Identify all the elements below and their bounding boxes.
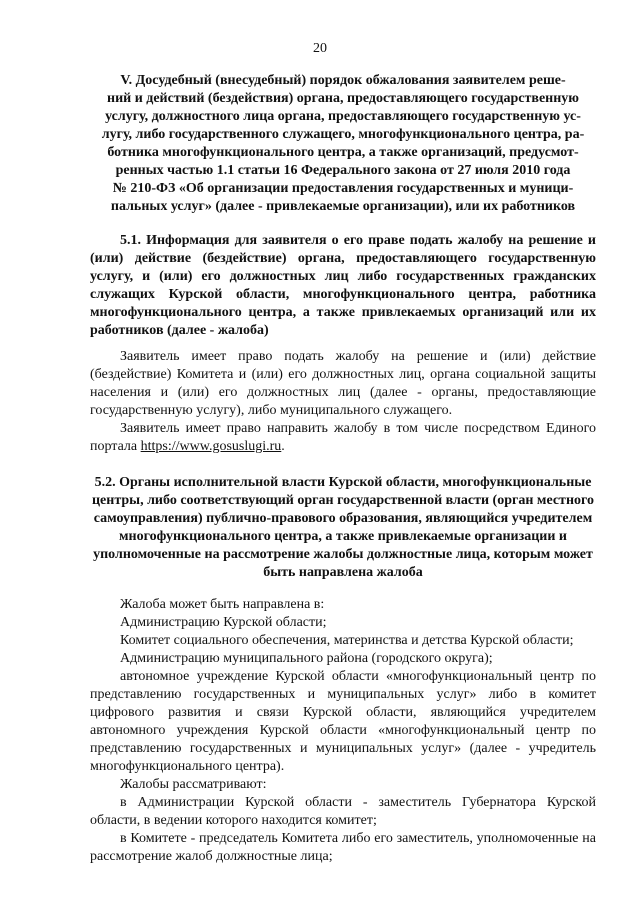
portal-text: Заявитель имеет право направить жалобу в том числе посредством Единого портала <box>90 421 596 454</box>
gosuslugi-link[interactable]: https://www.gosuslugi.ru <box>140 439 282 454</box>
list-item: в Комитете - председатель Комитета либо его заместитель, уполномоченные на рассмотрение жалоб должностные лица; <box>90 831 596 864</box>
list-item: Администрацию Курской области; <box>120 615 327 630</box>
section-5-2-title: 5.2. Органы исполнительной власти Курской области, многофункциональные центры, либо соответствующий орган государственной власти (орган местного самоуправления) публично-правового образования, являющийся учредителем многофункционального центра, а также привлекаемые организации и уполномоченные на рассмотрение жалобы должностные лица, которым может быть направлена жалоба <box>91 475 595 580</box>
section-5-1-title: 5.1. Информация для заявителя о его праве подать жалобу на решение и (или) действие (бездействие) органа, предоставляющего государственную услугу, и (или) его должностных лиц либо государственных гражданских служащих Курской области, многофункционального центра, работника многофункционального центра, а также привлекаемых организаций или их работников (далее - жалоба) <box>90 233 596 338</box>
section-5-2-list <box>90 596 596 866</box>
section-5-1-paragraph: Заявитель имеет право подать жалобу на решение и (или) действие (бездействие) Комитета и (или) его должностных лиц, органа социальной защиты населения и (или) его должностных лиц (далее - органы, предоставляющие государственную услугу), либо муниципального служащего. <box>90 349 596 418</box>
portal-period: . <box>281 439 285 454</box>
list-item: Комитет социального обеспечения, материнства и детства Курской области; <box>120 633 574 648</box>
list-item: Администрацию муниципального района (городского округа); <box>120 651 493 666</box>
section-v-line: № 210-ФЗ «Об организации предоставления государственных и муници- <box>112 181 574 196</box>
page-number: 20 <box>313 41 327 56</box>
section-5-1-paragraph-portal <box>90 420 596 456</box>
section-v-line: ботника многофункционального центра, а также организаций, предусмот- <box>107 145 579 160</box>
section-v-line: услугу, должностного лица органа, предоставляющего государственную ус- <box>105 109 581 124</box>
list-item: Жалоба может быть направлена в: <box>120 597 325 612</box>
list-item: автономное учреждение Курской области «многофункциональный центр по представлению государственных и муниципальных услуг» либо в комитет цифрового развития и связи Курской области, являющийся учредителем автономного учреждения Курской области «многофункциональный центр по представлению государственных и муниципальных услуг» (далее - учредитель многофункционального центра). <box>90 669 596 774</box>
list-item: Жалобы рассматривают: <box>120 777 267 792</box>
section-v-line: V. Досудебный (внесудебный) порядок обжалования заявителем реше- <box>120 73 566 88</box>
section-v-line: ний и действий (бездействия) органа, предоставляющего государственную <box>107 91 579 106</box>
section-v-title <box>90 72 596 216</box>
list-item: в Администрации Курской области - заместитель Губернатора Курской области, в ведении которого находится комитет; <box>90 795 596 828</box>
section-v-line: ренных частью 1.1 статьи 16 Федерального закона от 27 июля 2010 года <box>115 163 571 178</box>
section-v-line: лугу, либо государственного служащего, многофункционального центра, ра- <box>101 127 585 142</box>
section-v-line: пальных услуг» (далее - привлекаемые организации), или их работников <box>110 199 576 214</box>
